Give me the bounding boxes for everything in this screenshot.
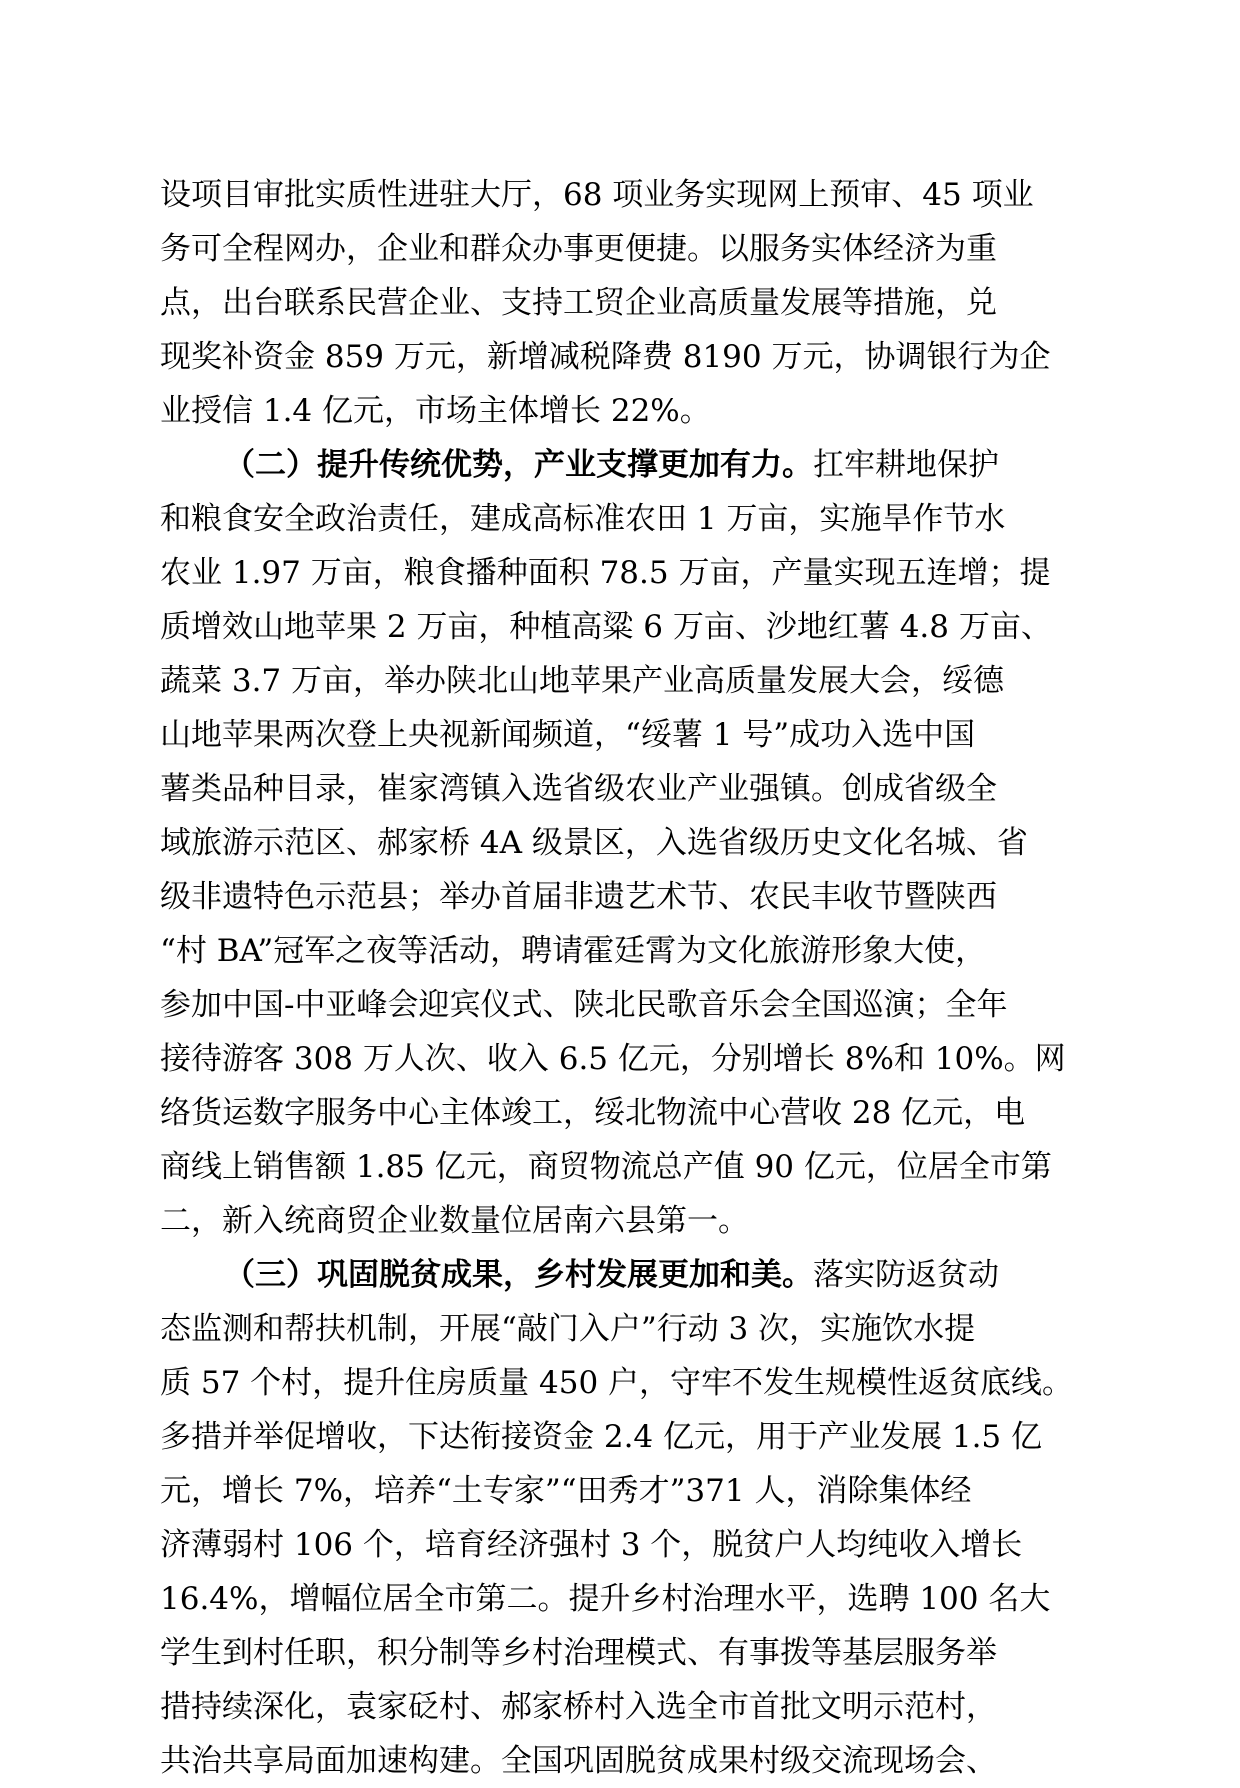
text-line: 山地苹果两次登上央视新闻频道，“绥薯 1 号”成功入选中国: [160, 717, 976, 753]
text-line: 和粮食安全政治责任，建成高标准农田 1 万亩，实施旱作节水: [160, 501, 1006, 537]
text-line: 措持续深化，袁家砭村、郝家桥村入选全市首批文明示范村，: [160, 1689, 997, 1725]
text-line: 二，新入统商贸企业数量位居南六县第一。: [160, 1203, 749, 1239]
text-line: 域旅游示范区、郝家桥 4A 级景区，入选省级历史文化名城、省: [160, 825, 1028, 861]
section-2-first-line: [160, 438, 1080, 492]
text-line: 业授信 1.4 亿元，市场主体增长 22%。: [160, 393, 711, 429]
text-line: 络货运数字服务中心主体竣工，绥北物流中心营收 28 亿元，电: [160, 1095, 1026, 1131]
text-line: 多措并举促增收，下达衔接资金 2.4 亿元，用于产业发展 1.5 亿: [160, 1419, 1043, 1455]
text-line: 农业 1.97 万亩，粮食播种面积 78.5 万亩，产量实现五连增；提: [160, 555, 1051, 591]
section-3-first-line: [160, 1248, 1080, 1302]
text-line: 质增效山地苹果 2 万亩，种植高粱 6 万亩、沙地红薯 4.8 万亩、: [160, 609, 1052, 645]
text-line: 蔬菜 3.7 万亩，举办陕北山地苹果产业高质量发展大会，绥德: [160, 663, 1005, 699]
text-line: 设项目审批实质性进驻大厅，68 项业务实现网上预审、45 项业: [160, 177, 1034, 213]
text-line: 务可全程网办，企业和群众办事更便捷。以服务实体经济为重: [160, 231, 997, 267]
text-line: 级非遗特色示范县；举办首届非遗艺术节、农民丰收节暨陕西: [160, 879, 997, 915]
text-line: 共治共享局面加速构建。全国巩固脱贫成果村级交流现场会、: [160, 1743, 997, 1779]
text-line: 质 57 个村，提升住房质量 450 户，守牢不发生规模性返贫底线。: [160, 1365, 1074, 1401]
text-line: 接待游客 308 万人次、收入 6.5 亿元，分别增长 8%和 10%。网: [160, 1041, 1066, 1077]
text-line: 薯类品种目录，崔家湾镇入选省级农业产业强镇。创成省级全: [160, 771, 997, 807]
document-body: [160, 168, 1080, 1788]
text-line: 元，增长 7%，培养“土专家”“田秀才”371 人，消除集体经: [160, 1473, 972, 1509]
text-line: 现奖补资金 859 万元，新增减税降费 8190 万元，协调银行为企: [160, 339, 1051, 375]
section-2-heading: （二）提升传统优势，产业支撑更加有力。: [224, 447, 813, 483]
text-line: 学生到村任职，积分制等乡村治理模式、有事拨等基层服务举: [160, 1635, 997, 1671]
text-line: 参加中国-中亚峰会迎宾仪式、陕北民歌音乐会全国巡演；全年: [160, 987, 1008, 1023]
section-3-heading: （三）巩固脱贫成果，乡村发展更加和美。: [224, 1257, 813, 1293]
text-line: “村 BA”冠军之夜等活动，聘请霍廷霄为文化旅游形象大使，: [160, 933, 987, 969]
text-line: 济薄弱村 106 个，培育经济强村 3 个，脱贫户人均纯收入增长: [160, 1527, 1023, 1563]
section-3-first-line-text: 落实防返贫动: [813, 1257, 999, 1293]
text-line: 点，出台联系民营企业、支持工贸企业高质量发展等措施，兑: [160, 285, 997, 321]
text-line: 16.4%，增幅位居全市第二。提升乡村治理水平，选聘 100 名大: [160, 1581, 1051, 1617]
text-line: 态监测和帮扶机制，开展“敲门入户”行动 3 次，实施饮水提: [160, 1311, 976, 1347]
text-line: 商线上销售额 1.85 亿元，商贸物流总产值 90 亿元，位居全市第: [160, 1149, 1052, 1185]
section-2-first-line-text: 扛牢耕地保护: [813, 447, 999, 483]
